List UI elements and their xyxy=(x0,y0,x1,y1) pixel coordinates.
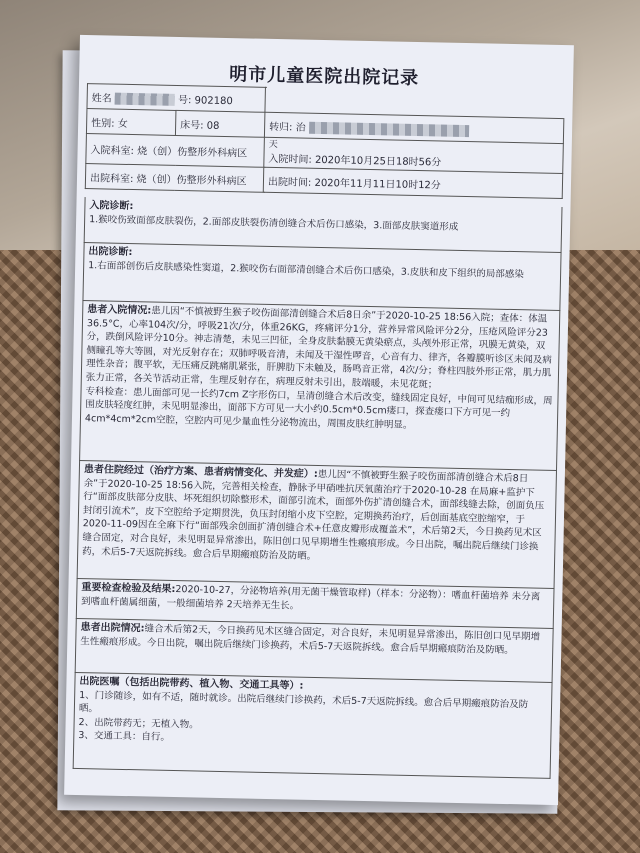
bed-cell xyxy=(175,110,265,137)
redacted-transfer xyxy=(309,121,469,136)
discharge-time-value: 2020年11月11日10时12分 xyxy=(314,177,441,191)
discharge-order-1: 1、门诊随诊，如有不适，随时就诊。出院后继续门诊换药，术后5-7天返院拆线。愈合后早期瘢痕防治及防晒。 xyxy=(78,689,529,715)
key-tests-heading: 重要检查检验及结果: xyxy=(81,582,176,596)
admission-time-value: 2020年10月25日18时56分 xyxy=(314,154,442,169)
discharge-diagnosis xyxy=(82,243,561,311)
hospital-course xyxy=(77,461,557,589)
discharge-dept-value: 烧（创）伤整形外科病区 xyxy=(136,173,247,187)
admission-dept-label: 入院科室: xyxy=(90,145,135,158)
admission-diagnosis-text: 1.猴咬伤致面部皮肤裂伤，2.面部皮肤裂伤清创缝合术后伤口感染，3.面部皮肤窦道形成 xyxy=(89,213,459,233)
discharge-status xyxy=(75,619,554,683)
discharge-order-3: 3、交通工具：自行。 xyxy=(78,730,170,744)
patient-info-table xyxy=(85,83,565,199)
discharge-dept-cell xyxy=(85,164,263,193)
name-cell xyxy=(87,84,265,113)
admission-time-label: 入院时间: xyxy=(268,153,312,166)
admission-status-text: 患儿因“不慎被野生猴子咬伤面部清创缝合术后8日余”于2020-10-25 18:56入院；查体：体温36.5°C，心率104次/分，呼吸21次/分，体重26KG，疼痛评分1分，营养异常风险评分2分，压疮风险评分23分，跌倒风险评分10分。神志清楚，未见三凹征，全身皮肤黏膜无黄染瘀点，头颅外形正常，巩膜无黄染，双侧瞳孔等大等圆，对光反射存在；双肺呼吸音清，未闻及干湿性啰音，心音有力、律齐，各瓣膜听诊区未闻及病理性杂音；腹平软，无压痛反跳痛肌紧张，肝脾肋下未触及，肠鸣音正常，4次/分；脊柱四肢外形正常，肌力肌张力正常，各关节活动正常，生理反射存在，病理反射未引出，肢端暖，未见花斑； xyxy=(85,305,552,391)
discharge-order-2: 2、出院带药无；无植入物。 xyxy=(78,716,199,731)
admission-status-heading: 患者入院情况: xyxy=(87,304,152,317)
hospital-course-text: 患儿因“不慎被野生猴子咬伤面部清创缝合术后8日余”于2020-10-25 18:56入院，完善相关检查，静脉予甲硝唑抗厌氧菌治疗于2020-10-28 在局麻+监护下行“面部皮肤部分皮肤、坏死组织切除整形术，面部引流术，面部外伤扩清创缝合术，面部线缝去除，创面负压封闭引流术”，皮下空腔给予定期贯洗，负压封闭缩小皮下空腔，定期换药治疗，后创面基底空腔缩窄，于2020-11-09因在全麻下行“面部残余创面扩清创缝合术+任意皮瓣形成覆盖术”，术后第2天，今日换药见术区缝合固定，对合良好，未见明显异常渗出，陈旧创口见早期增生性瘢痕形成。今日出院，嘱出院后继续门诊换药，术后5-7天返院拆线。愈合后早期瘢痕防治及防晒。 xyxy=(82,468,545,562)
sex-value: 女 xyxy=(117,118,128,130)
transfer-value-continued: 天 xyxy=(268,139,278,151)
admission-diagnosis-heading: 入院诊断: xyxy=(89,200,134,213)
discharge-diagnosis-heading: 出院诊断: xyxy=(88,246,133,259)
discharge-status-text: 缝合术后第2天，今日换药见术区缝合固定，对合良好，未见明显异常渗出，陈旧创口见早期增生性瘢痕形成。今日出院，嘱出院后继续门诊换药，术后5-7天返院拆线。愈合后早期瘢痕防治及防晒。 xyxy=(80,623,541,656)
name-label: 姓名 xyxy=(91,92,112,105)
discharge-dept-label: 出院科室: xyxy=(89,172,134,185)
record-value: 902180 xyxy=(194,94,233,107)
document-title: 明市儿童医院出院记录 xyxy=(228,64,420,90)
key-tests-text: 2020-10-27，分泌物培养(用无菌干燥管取样)（样本：分泌物）：嗜血杆菌培养 未分离到嗜血杆菌属细菌，一般细菌培养 2天培养无生长。 xyxy=(81,584,541,612)
discharge-time-label: 出院时间: xyxy=(267,176,312,189)
discharge-orders-heading: 出院医嘱（包括出院带药、植入物、交通工具等）: xyxy=(79,676,304,692)
specialist-exam-text: 专科检查：患儿面部可见一长约7cm Z字形伤口，呈清创缝合术后改变，缝线固定良好，中间可见结痂形成，周围皮肤轻度红肿，未见明显渗出，面部下方可见一大小约0.5cm*0.5cm瘘口，探查瘘口下方可见一约4cm*4cm*2cm空腔，空腔内可见少量血性分泌物流出，周围皮肤红肿明显。 xyxy=(84,385,553,431)
bed-label: 床号: xyxy=(180,119,204,132)
sex-cell xyxy=(86,109,176,136)
discharge-status-heading: 患者出院情况: xyxy=(80,622,145,635)
bed-value: 08 xyxy=(206,120,220,132)
transfer-value: 治 xyxy=(295,121,306,134)
discharge-time-cell xyxy=(263,167,562,198)
sex-label: 性别: xyxy=(91,117,115,130)
transfer-label: 转归: xyxy=(269,121,293,133)
discharge-diagnosis-text: 1.右面部创伤后皮肤感染性窦道，2.猴咬伤右面部清创缝合术后伤口感染，3.皮肤和皮下组织的局部感染 xyxy=(88,259,524,280)
admission-dept-cell xyxy=(86,134,265,168)
redacted-name xyxy=(115,92,175,105)
discharge-orders xyxy=(73,673,553,779)
admission-status xyxy=(79,301,560,471)
admission-dept-value: 烧（创）伤整形外科病区 xyxy=(137,146,248,160)
discharge-record-sheet xyxy=(64,35,574,805)
hospital-course-heading: 患者住院经过（治疗方案、患者病情变化、并发症）: xyxy=(83,464,318,480)
record-label: 号: xyxy=(177,94,192,106)
